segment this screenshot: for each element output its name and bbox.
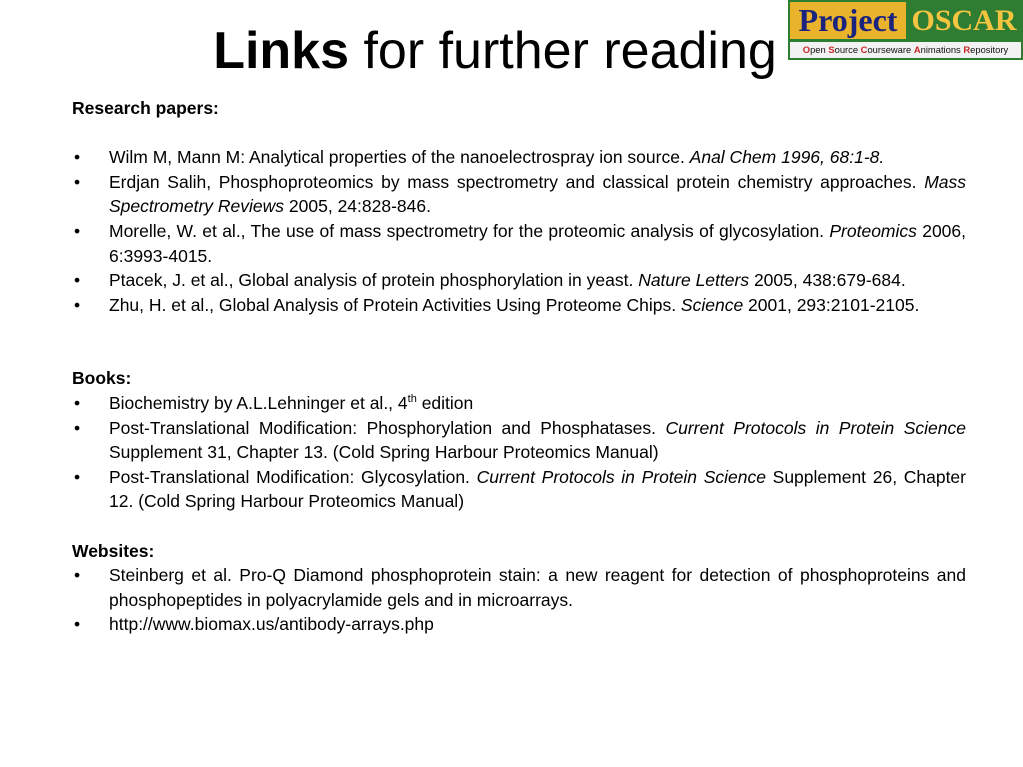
slide-title-bold: Links (213, 22, 350, 80)
logo-tagline-part: pen (810, 44, 829, 55)
research-list (72, 145, 966, 317)
list-item: • Wilm M, Mann M: Analytical properties of the nanoelectrospray ion source. Anal Chem 1996, 68:1-8. (72, 145, 966, 170)
books-list (72, 391, 966, 514)
logo-word-oscar: OSCAR (911, 4, 1017, 37)
list-item: • Steinberg et al. Pro-Q Diamond phosphoprotein stain: a new reagent for detection of phosphoproteins and phosphopeptides in polyacrylamide gels and in microarrays. (72, 563, 966, 612)
logo-banner (788, 0, 1023, 41)
logo-tagline-part: ource (834, 44, 861, 55)
logo-tagline-part: S (828, 44, 835, 55)
list-item: • Post-Translational Modification: Phosphorylation and Phosphatases. Current Protocols in Protein Science Supplement 31, Chapter 13. (Cold Spring Harbour Proteomics Manual) (72, 416, 966, 465)
websites-heading: Websites: (72, 540, 155, 561)
list-item: • Zhu, H. et al., Global Analysis of Protein Activities Using Proteome Chips. Science 2001, 293:2101-2105. (72, 293, 966, 318)
list-item: • Biochemistry by A.L.Lehninger et al., 4th edition (72, 391, 966, 416)
slide-title-rest: for further reading (349, 22, 777, 80)
websites-list (72, 563, 966, 637)
slide-body (72, 96, 966, 637)
list-item: • Morelle, W. et al., The use of mass spectrometry for the proteomic analysis of glycosylation. Proteomics 2006, 6:3993-4015. (72, 219, 966, 268)
books-heading: Books: (72, 368, 132, 389)
logo-tagline-part: A (913, 44, 921, 55)
logo-tagline-part: O (802, 44, 811, 55)
project-oscar-logo (788, 0, 1023, 60)
research-heading: Research papers: (72, 98, 219, 118)
logo-tagline (790, 42, 1021, 58)
logo-tagline-part: epository (970, 44, 1009, 55)
list-item: • Ptacek, J. et al., Global analysis of protein phosphorylation in yeast. Nature Letters 2005, 438:679-684. (72, 268, 966, 293)
logo-tagline-part: ourseware (867, 44, 914, 55)
logo-word-project: Project (790, 2, 906, 39)
logo-tagline-part: C (860, 44, 868, 55)
website-link[interactable]: • http://www.biomax.us/antibody-arrays.php (72, 612, 966, 637)
list-item: • Erdjan Salih, Phosphoproteomics by mass spectrometry and classical protein chemistry approaches. Mass Spectrometry Reviews 2005, 24:828-846. (72, 170, 966, 219)
list-item: • Post-Translational Modification: Glycosylation. Current Protocols in Protein Science Supplement 26, Chapter 12. (Cold Spring Harbour Proteomics Manual) (72, 465, 966, 514)
logo-tagline-part: nimations (920, 44, 964, 55)
logo-tagline-part: R (963, 44, 971, 55)
